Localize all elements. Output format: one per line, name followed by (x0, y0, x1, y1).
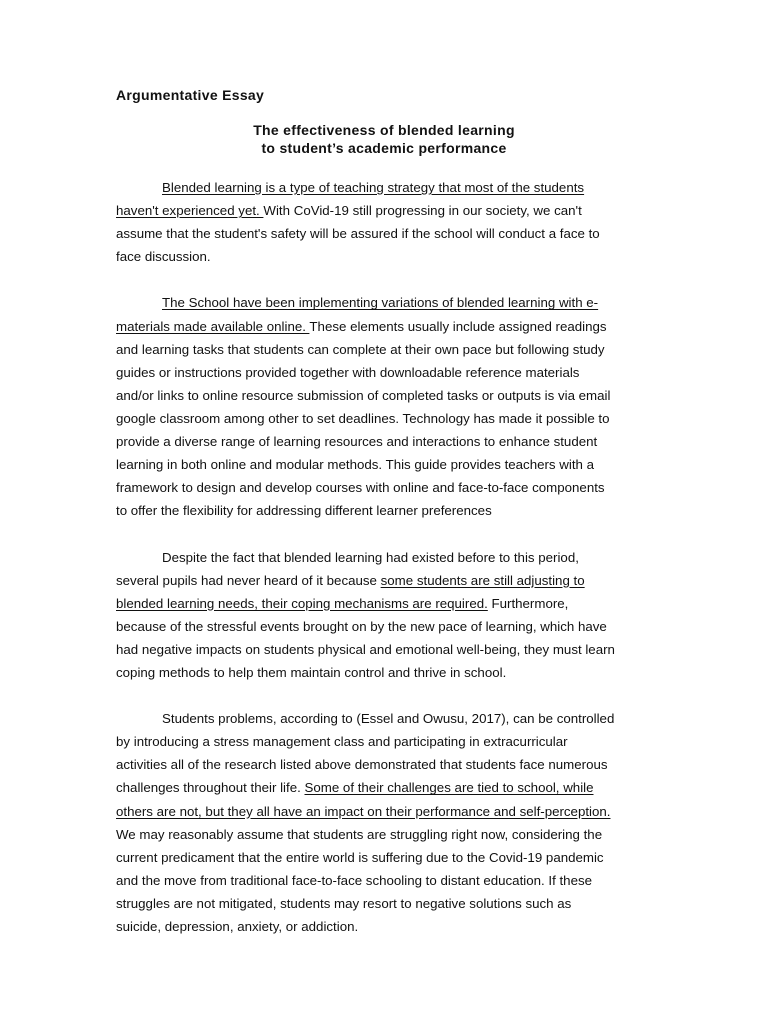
underlined-text: some students are still adjusting to (380, 572, 585, 588)
text-line (116, 730, 676, 753)
text-line (116, 638, 676, 661)
text-segment: and learning tasks that students can complete at their own pace but following study (116, 341, 605, 357)
document-label: Argumentative Essay (116, 87, 265, 103)
text-segment: guides or instructions provided together with downloadable reference materials (116, 364, 580, 380)
text-segment: google classroom among other to set deadlines. Technology has made it possible to (116, 410, 610, 426)
text-segment: Furthermore, (487, 595, 569, 611)
text-segment: We may reasonably assume that students are struggling right now, considering the (116, 826, 603, 842)
text-line (116, 915, 676, 938)
text-segment: Despite the fact that blended learning had existed before to this period, (162, 549, 579, 565)
text-line (116, 407, 676, 430)
text-line (116, 499, 676, 522)
text-segment: and/or links to online resource submission of completed tasks or outputs is via email (116, 387, 611, 403)
text-segment: With CoVid-19 still progressing in our society, we can't (263, 203, 582, 219)
underlined-text: blended learning needs, their coping mechanisms are required. (116, 595, 488, 611)
text-line (116, 615, 676, 638)
text-line (116, 361, 676, 384)
essay-paragraph (116, 291, 676, 522)
text-line (116, 476, 676, 499)
underlined-text: Blended learning is a type of teaching strategy that most of the students (162, 180, 585, 195)
text-segment: learning in both online and modular methods. This guide provides teachers with a (116, 457, 594, 473)
text-line (116, 846, 676, 869)
text-line (116, 707, 676, 730)
text-line (116, 222, 676, 245)
underlined-text: The School have been implementing variations of blended learning with e- (162, 295, 599, 311)
text-line (116, 753, 676, 776)
text-segment: provide a diverse range of learning resources and interactions to enhance student (116, 434, 598, 450)
text-line (116, 661, 676, 684)
essay-title (116, 121, 652, 157)
text-segment: had negative impacts on students physical and emotional well-being, they must learn (116, 641, 615, 657)
essay-title-line-2: to student’s academic performance (261, 140, 507, 156)
text-line (116, 315, 676, 338)
underlined-text: Some of their challenges are tied to school, while (304, 780, 594, 796)
text-segment: coping methods to help them maintain control and thrive in school. (116, 664, 507, 680)
essay-body (116, 176, 676, 961)
text-line (116, 776, 676, 799)
text-segment: and the move from traditional face-to-face schooling to distant education. If these (116, 872, 593, 888)
text-line (116, 384, 676, 407)
text-segment: These elements usually include assigned readings (309, 318, 607, 334)
text-segment: to offer the flexibility for addressing different learner preferences (116, 503, 492, 519)
text-segment: assume that the student's safety will be assured if the school will conduct a face to (116, 226, 600, 242)
text-line (116, 199, 676, 222)
essay-paragraph (116, 176, 676, 268)
text-line (116, 569, 676, 592)
text-line (116, 430, 676, 453)
text-segment: face discussion. (116, 249, 211, 265)
text-line (116, 869, 676, 892)
text-segment: Students problems, according to (Essel and Owusu, 2017), can be controlled (162, 711, 615, 727)
underlined-text: materials made available online. (116, 318, 310, 334)
text-line (116, 245, 676, 268)
essay-title-line-1: The effectiveness of blended learning (253, 122, 515, 138)
text-segment: because of the stressful events brought on by the new pace of learning, which have (116, 618, 607, 634)
text-line (116, 892, 676, 915)
text-segment: current predicament that the entire world is suffering due to the Covid-19 pandemic (116, 849, 604, 865)
text-line (116, 176, 676, 199)
text-segment: challenges throughout their life. (116, 780, 305, 796)
text-segment: by introducing a stress management class and participating in extracurricular (116, 734, 568, 750)
text-line (116, 800, 676, 823)
text-segment: activities all of the research listed above demonstrated that students face numerous (116, 757, 608, 773)
text-line (116, 592, 676, 615)
essay-paragraph (116, 707, 676, 938)
text-segment: struggles are not mitigated, students may resort to negative solutions such as (116, 895, 572, 911)
text-line (116, 291, 676, 314)
essay-paragraph (116, 546, 676, 685)
underlined-text: haven't experienced yet. (116, 203, 264, 219)
text-segment: framework to design and develop courses with online and face-to-face components (116, 480, 605, 496)
text-line (116, 546, 676, 569)
text-segment: suicide, depression, anxiety, or addiction. (116, 919, 359, 934)
text-line (116, 338, 676, 361)
text-segment: several pupils had never heard of it because (116, 572, 381, 588)
underlined-text: others are not, but they all have an impact on their performance and self-perception. (116, 803, 611, 819)
text-line (116, 453, 676, 476)
text-line (116, 823, 676, 846)
